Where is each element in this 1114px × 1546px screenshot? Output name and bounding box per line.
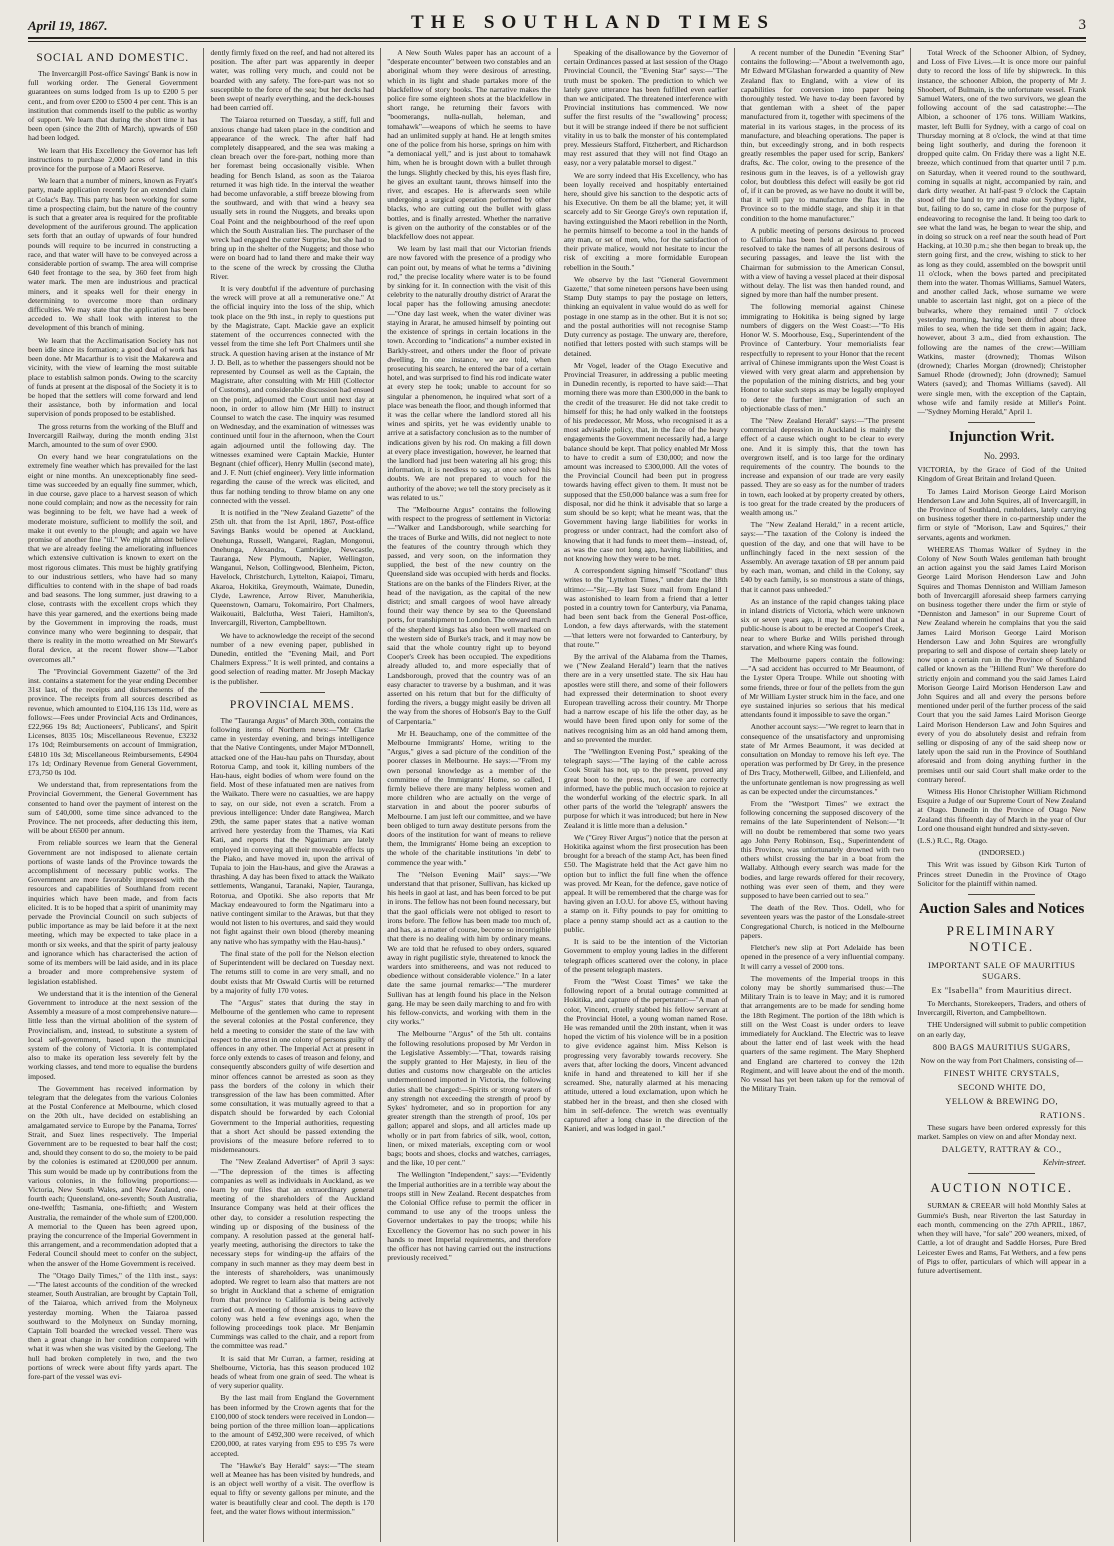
column-2 (203, 48, 380, 1542)
column-5 (734, 48, 911, 1542)
shipwreck-article: Total Wreck of the Schooner Albion, of Sydney, and Loss of Five Lives.—It is once more our painful duty to record the loss of life by shipwreck. In this instance, the schooner Albion, the property of Mr J. Shoobert, of Bulmain, is the unfortunate vessel. Frank Samuel Waters, one of the two survivors, we glean the following account of the sad catastrophe:—The Albion, a schooner of 176 tons. William Watkins, master, left Bulli for Sydney, with a cargo of coal on Thursday morning at 8 o'clock, the wind at that time being light southerly, and during the forenoon it dropped quite calm. On Friday there was a light N.E. breeze, which continued from that quarter until 7 p.m. on Saturday, when it veered round to the southward, coming in squalls at night, accompanied by rain, and dark dirty weather. At half-past 9 o'clock the Captain stood off the land to try and make out Sydney light, but, failing to do so, came in close for the purpose of endeavoring to recognise the land. It being too dark to see what the land was, he began to wear the ship, and in doing so struck on a reef near the south head of Port Hacking, at 10.30 p.m.; she then began to break up, the stern going first, and the crew, wishing to stick to her as long as they could, assembled on the bowsprit until 11 o'clock, when the bows parted and precipitated them into the water. Thomas Williams, Samuel Waters, and another called Jack, whose surname we were unable to ascertain last night, got on a piece of the bulwarks, where they remained until 7 o'clock yesterday morning, having been drifted about three miles to sea, when the tide set them in again; Jack, however, about 3 a.m., died from exhaustion. The following are the names of the crew:—William Watkins, master (drowned); Thomas Wilson (drowned); Charles Morgan (drowned); Christopher Samuel Rhode (drowned); John (drowned); Samuel Waters (saved); and Thomas Williams (saved). All were single men, with the exception of the Captain, whose wife and family reside at Miller's Point.—"Sydney Morning Herald," April 1. (917, 48, 1087, 416)
sale-note: These sugars have been ordered expressly for this market. Samples on view on and after Monday next. (917, 1123, 1087, 1142)
col4-paragraph: We are sorry indeed that His Excellency, who has been loyally received and hospitably entertained here, should give his sanction to the despotic acts of his Executive. On them be all the blame; yet, it will scarcely add to Sir George Grey's own reputation if, having extinguished the Maori rebellion in the North, he permits himself to become a tool in the hands of any man, or set of men, who, for the satisfaction of their private malice, would not hesitate to incur the risk of exciting a more formidable European rebellion in the South." (563, 170, 728, 272)
col1-paragraph: We learn that the Acclimatisation Society has not been idle since its formation; a good deal of work has been done. Mr Macarthur is to visit the Makarewa and vicinity, with the view of learning the most suitable place to establish salmon ponds. Owing to the scarcity of funds at present at the disposal of the Society it is to be hoped that the settlers will come forward and lend their assistance, both by information and local supervision of ponds proposed to be established. (28, 335, 198, 419)
masthead-rule (28, 41, 1086, 42)
sale-item: FINEST WHITE CRYSTALS, (943, 1068, 1060, 1079)
divider (968, 422, 1035, 423)
col4-paragraph: We observe by the last "General Government Gazette," that some nineteen persons have been using Stamp Duty stamps to pay the postage on letters, thinking an equivalent in value would do as well for postage in one stamp as in the other. But it is not so; and the postal authorities will not recognise Stamp Duty currency as postage. The unwary are, therefore, notified that letters posted with such stamps will be detained. (563, 274, 728, 358)
auction-sales-heading: Auction Sales and Notices (918, 901, 1085, 918)
col3-paragraph: The Wellington "Independent," says:—"Evidently the Imperial authorities are in a terrible way about the troops still in New Zealand. Recent despatches from the Colonial Office refuse to permit the officer in command to use any of the troops unless the Governor undertakes to pay the troops; while his Excellency the Governor has no such power in his hands to meet Imperial requirements, and therefore the officer has not having carried out the instructions previously received." (387, 1170, 551, 1263)
sale-intro: THE Undersigned will submit to public competition on an early day, (917, 1020, 1087, 1039)
col4-paragraph: It is said to be the intention of the Victorian Government to employ young ladies in the different telegraph offices scattered over the colony, in place of the present telegraph masters. (563, 937, 728, 974)
col5-paragraph: A public meeting of persons desirous to proceed to California has been held at Auckland. It was resolved to take the names of all persons desirous of securing passages, and leave the list with the Chairman for submission to the American Consul, with a view of having a vessel placed at their disposal without delay. The list was then handed round, and signed by more than half the number present. (740, 225, 905, 300)
auction-notice-text: SURMAN & CREEAR will hold Monthly Sales at Gummie's Bush, near Riverton the last Saturday in each month, commencing on the 27th APRIL, 1867, when they will have, "for sale" 200 weaners, mixed, of Cattle, a lot of draught and Saddle Horses, Pure Bred Leicester Ewes and Rams, Fat Wethers, and a few pens of Pigs to offer, particulars of which will appear in a future advertisement. (917, 1201, 1087, 1275)
col1-paragraph: We understand that it is the intention of the General Government to introduce at the next session of the Assembly a measure of a most comprehensive nature—little less than the virtual abolition of the system of Provincialism, and, instead, to substitute a system of local self-government, based upon the municipal system of the colony of Victoria. It is contemplated also to make its operation less severely felt by the working classes, and tend more to equalise the burdens imposed. (28, 988, 198, 1081)
writ-paragraph: VICTORIA, by the Grace of God of the United Kingdom of Great Britain and Ireland Queen. (917, 465, 1087, 484)
col3-paragraph: A New South Wales paper has an account of a "desperate encounter" between two constables and an aboriginal whom they were desirous of arresting, which in its light and shade partakes more of the blackfellow of story books. The narrative makes the police fire some eighteen shots at the blackfellow in short range, he returning their favors with "boomerangs, nulla-nullah, heleman, and tomahawk"—weapons of which he seems to have had an unlimited supply at hand. He at length smites one of the police from his horse, springs on him with "a demoniacal yell," and is just about to tomahawk him, when he is brought down with a bullet through the lungs. Slightly checked by this, his eyes flash fire, he gives an exultant taunt, throws himself into the river, and escapes. He is afterwards seen while undergoing a surgical operation performed by other blacks, who are cutting out the bullet with glass bottles, and is finally arrested. Whether the narrative is given on the authority of the constables or of the blackfellow does not appear. (387, 48, 551, 242)
sale-title: IMPORTANT SALE OF MAURITIUS SUGARS. (927, 960, 1076, 982)
col1-paragraph: The "Otago Daily Times," of the 11th inst., says:—"The latest accounts of the condition of the wrecked steamer, South Australian, are brought by Captain Toll, of the Taiaroa, which arrived from the Molyneux yesterday morning. When the Taiaroa passed southward to the Molyneux on Sunday morning, Captain Toll boarded the wrecked vessel. There was then a great change in her condition compared with what it was when she was visited by the Geelong. The hull had broken completely in two, and the two portions of wreck were about fifty yards apart. The fore-part of the vessel was evi- (28, 1270, 198, 1382)
section-heading-social: SOCIAL AND DOMESTIC. (36, 52, 190, 64)
injunction-writ-heading: Injunction Writ. (949, 429, 1055, 446)
col2-paragraph: The Taiaroa returned on Tuesday, a stiff, full and anxious change had taken place in the condition and appearance of the wreck. The after half had completely disappeared, and the sea was making a clean breach over the fore-part, nothing more than her foremast being occasionally visible. When heading for Bench Island, as soon as the Taiaroa returned it was high tide. In the interval the weather had become unfavorable, a stiff breeze blowing from the southward, and with that wind a heavy sea usually sets in round the Nuggets, and breaks upon Coal Point and the neighbourhood of the reef upon which the South Australian lies. The purchaser of the wreck had engaged the cutter Surprise, but she had to bring up in the shelter of the Nuggets; and those who were on board had to land there and make their way to the scene of the wreck by crossing the Clutha River. (210, 115, 375, 281)
col5-paragraph: The movements of the Imperial troops in this colony may be shortly summarised thus:—The Military Train is to leave in May; and it is rumored that arrangements are to be made for sending home the 18th Regiment. The portion of the 18th which is still on the West Coast is under orders to leave immediately for Auckland. The Electric was to leave about the latter end of last week with the head quarters of the same regiment. The Mary Shepherd and England are chartered to convey the 12th Regiment, and will leave about the end of the month. No vessel has yet been taken up for the removal of the Military Train. (740, 973, 905, 1094)
col5-paragraph: Fletcher's new slip at Port Adelaide has been opened in the presence of a very influential company. It will carry a vessel of 2000 tons. (740, 943, 905, 971)
col1-article-list (28, 69, 197, 1381)
col2-paragraph: It is said that Mr Curran, a farmer, residing at Shelbourne, Victoria, has this season produced 102 heads of wheat from one grain of seed. The wheat is of very superior quality. (210, 1353, 375, 1391)
col4-paragraph: By the arrival of the Alabama from the Thames, we ("New Zealand Herald") learn that the natives there are in a very unsettled state. The six Hau hau apostles were still there, and some of their followers had expressed their determination to shoot every European travelling across their country. Mr Thorpe had a narrow escape of his life the other day, as he would have been fired upon only for some of the natives recognising him as an old hand among them, and so prevented the murder. (563, 652, 728, 744)
col1-paragraph: We understand that, from representations from the Provincial Government, the General Government has consented to hand over the payment of interest on the sum of £40,000, some time since advanced to the Province. The net proceeds, after deducting this item, will be about £6500 per annum. (28, 780, 198, 836)
col3-paragraph: Mr H. Beauchamp, one of the committee of the Melbourne Immigrants' Home, writing to the "Argus," gives a sad picture of the condition of the poorer classes in Melbourne. He says:—"From my own personal knowledge as a member of the committee of the Immigrants' Home, so called, I firmly believe there are many helpless women and more children who are actually on the verge of starvation in and about the poorer suburbs of Melbourne. I am just left our committee, and we have been obliged to turn away destitute persons from the doors of the institution for want of means to relieve them, the Immigrants' Home being an exception to the whole of the charitable institutions 'in debt' to commence the year with." (387, 728, 551, 867)
col3-paragraph: The Melbourne "Argus" of the 5th ult. contains the following resolutions proposed by Mr Verdon in the Legislative Assembly:—"That, towards raising the supply granted to Her Majesty, in lieu of the duties and customs now chargeable on the articles undermentioned imported in Victoria, the following duties shall be charged:—Spirits or strong waters of any strength not exceeding the strength of proof by Sykes' hydrometer, and so in proportion for any greater strength than the strength of proof, 10s per gallon; apparel and slops, and all articles made up wholly or in part from fabrics of silk, wool, cotton, linen, or mixed materials, excepting corn or wool bags; boots and shoes, clocks and watches, carriages, and the like, 10 per cent." (387, 1029, 551, 1168)
preliminary-notice-heading: PRELIMINARY NOTICE. (946, 923, 1057, 955)
sale-item: SECOND WHITE DO, (957, 1082, 1046, 1093)
divider (968, 1173, 1035, 1174)
column-4 (557, 48, 734, 1542)
auction-notice-heading: AUCTION NOTICE. (930, 1180, 1074, 1196)
divider (260, 692, 325, 693)
col2-paragraph: The final state of the poll for the Nelson election of Superintendent will be declared on Tuesday next. The returns still to come in are very small, and no doubt exists that Mr Oswald Curtis will be returned by a majority of fully 170 votes. (210, 948, 375, 995)
columns (28, 48, 1086, 1542)
masthead (28, 0, 1086, 39)
col4-paragraph: The "Wellington Evening Post," speaking of the telegraph says:—"The laying of the cable across Cook Strait has not, up to the present, proved any great boon to the press, nor, if we are correctly informed, have the public much occasion to rejoice at the wonderful working of the electric spark. In all other parts of the world the 'telegraph' answers the purpose for which it was introduced; but here in New Zealand it is little more than a delusion." (563, 747, 728, 830)
col2-paragraph: The "Hawke's Bay Herald" says:—"The steam well at Meanee has has been visited by hundreds, and is an object well worthy of a visit. The overflow is equal to fifty or seventy gallons per minute, and the water is beautifully clear and cool. The depth is 170 feet, and the water flows without intermission." (210, 1460, 375, 1516)
col2-paragraph: It is very doubtful if the adventure of purchasing the wreck will prove at all a remunerative one." At the official inquiry into the loss of the ship, which took place on the 9th inst., in reply to questions put by the Magistrate, Capt. Mackie gave an explicit statement of the occurrences connected with the vessel from the time she left Port Chalmers until she struck. A question having arisen at the instance of Mr J. D. Bell, as to whether the passengers should not be represented by Counsel as well as the Captain, the Magistrate, after consulting with Mr Hill (Collector of Customs), and considerable discussion had ensued on the point, adjourned the Court until next day at noon, in order to allow him (Mr Hill) to instruct Counsel to watch the case. The inquiry was resumed on Wednesday, and the examination of witnesses was continued until four in the afternoon, when the Court again adjourned until the following day. The witnesses examined were Captain Mackie, Hunter Begnant (chief officer), Henry Mullin (second mate), and J. F. Nutt (chief engineer). Very little information regarding the cause of the wreck was elicited, and thus far nothing tending to throw blame on any one connected with the vessel. (210, 284, 375, 505)
column-3 (380, 48, 557, 1542)
col1-paragraph: The gross returns from the working of the Bluff and Invercargill Railway, during the month ending 31st March, amounted to the sum of over £900. (28, 421, 198, 449)
court-seal-text: (L.S.) R.C., Rg. Otago. (917, 836, 988, 846)
page-number: 3 (1078, 17, 1086, 33)
writ-paragraph: Witness His Honor Christopher William Richmond Esquire a Judge of our Supreme Court of New Zealand at Otago. Dunedin in the Province of Otago New Zealand this fifteenth day of March in the year of Our Lord one thousand eight hundred and sixty-seven. (917, 787, 1087, 833)
divider (968, 894, 1035, 895)
col1-paragraph: The "Provincial Government Gazette" of the 3rd inst. contains a statement for the year ending December 31st last, of the receipts and disbursements of the province. The receipts from all sources described as revenue, which amounted to £104,116 13s 11d, were as follows:—Fees under Provincial Acts and Ordinances, £22,966 19s 8d; Auctioneers', Publicans', and Spirit Licenses, 8035 10s; Miscellaneous Revenue, £3232 17s 10d; Reimbursements on account of Immigration, £4810 10s 3d; Miscellaneous Reimbursements, £4904 17s 1d; Ordinary Revenue from General Government, £73,750 0s 10d. (28, 666, 198, 778)
col1-paragraph: We learn that a number of miners, known as Fryatt's party, made application recently for an extended claim at Colac's Bay. This party has been working for some time a prospecting claim, but the nature of the country is such that a greater area is required for the profitable development of the auriferous ground. The application sets forth that an outlay of upwards of four hundred pounds will require to be incurred in constructing a race, and that water will have to be conveyed across a considerable portion of swamp. The area will comprise 640 feet frontage to the sea, by 360 feet from high water mark. The men are industrious and practical miners, and it speaks well for their energy in determining to overcome more than ordinary difficulties. We may state that the application has been acceded to. We shall look with interest to the development of this branch of mining. (28, 176, 198, 333)
col5-paragraph: The "New Zealand Herald," in a recent article, says:—"The taxation of the Colony is indeed the question of the day, and one that will have to be unflinchingly faced in the next session of the Assembly. An average taxation of £8 per annum paid by each man, woman, and child in the Colony, say £40 by each family, is so monstrous a state of things, that it cannot pass unheeded." (740, 520, 905, 594)
col2-paragraph: The "Argus" states that during the stay in Melbourne of the gentlemen who came to represent the several colonies at the Postal conference, they held a meeting to consider the state of the law with respect to the arrest in one colony of persons guilty of offences in any other. The Imperial Act at present in force only extends to cases of treason and felony, and consequently absconders guilty of wife desertion and minor offences cannot be arrested as soon as they pass the borders of the colony in which their transgression of the law has been committed. After some consultation, it was mutually agreed to that a dispatch should be forwarded by each Colonial Government to the Imperial authorities, requesting that a short Act should be passed extending the provisions of the measure before referred to to misdemeanours. (210, 997, 375, 1155)
sale-firm: DALGETY, RATTRAY & CO., (941, 1144, 1062, 1155)
col5-paragraph: A recent number of the Dunedin "Evening Star" contains the following:—"About a twelvemonth ago, Mr Edward M'Glashan forwarded a quantity of New Zealand flax to England, with a view of its capabilities for conversion into paper being thoroughly tested. We have to-day been favored by that gentleman with a sheet of the paper manufactured from it, together with specimens of the material in its various stages, in the process of its manufacture, and bleaching operations. The paper is thin, but exceedingly strong, and in both respects greatly resembles the paper used for scrip, Bankers' drafts, &c. The color, owing to the presence of the resinous gum in the leaves, is of a yellowish gray color, but doubtless this defect will easily be got rid of, if it can be proved, as we have no doubt it will be, that it will pay to manufacture the flax in the Province so to the middle stage, and ship it in that condition to the home manufacturer." (740, 48, 905, 223)
sale-item: RATIONS. (1039, 1110, 1087, 1121)
column-1 (28, 48, 203, 1542)
col5-paragraph: The "New Zealand Herald" says:—"The present commercial depression in Auckland is mainly the effect of a cause which ought to be clear to every one. And it is simply this, that the town has overgrown itself, and is too large for the ordinary requirements of the country. The bounds to the increase and expansion of our trade are very easily passed. They are so easy as for the number of traders in town, each looked at by property created by others, is too great for the trade created by the producers of wealth among us." (740, 415, 905, 517)
newspaper-title: THE SOUTHLAND TIMES (411, 12, 775, 33)
issue-date: April 19, 1867. (28, 18, 108, 33)
col3-paragraph: We learn by last mail that our Victorian friends are now favored with the presence of a prodigy who can point out, by means of what he terms a "divining rod," the precise locality where water is to be found by sinking for it. In connection with the visit of this celebrity to the naturally drouthy district of Ararat the local paper has the following amusing anecdote:—"One day last week, when the water diviner was staying in Ararat, he amused himself by pointing out the existence of springs in certain locations in the town. According to "indications" a number existed in Barkly-street, and others under the floor of private dwelling. In one instance, we are told, when prosecuting his search, he entered the bar of a certain hotel, and was surprised to find his rod indicate water at every step he took; unable to account for so singular a phenomenon, he inquired what sort of a place was beneath the floor, and though informed that it was the cellar where the landlord stored all his wines and spirits, yet he was evidently unable to arrive at a satisfactory conclusion as to the number of indications given by his rod. On making a fill down at every place investigation, however, he learned that the landlord had just been watering all his grog; this information, it is needless to say, at once solved his doubts. We are not prepared to vouch for the authority of the above; we tell the story precisely as it was related to us." (387, 244, 551, 502)
col1-paragraph: The Invercargill Post-office Savings' Bank is now in full working order. The General Government guarantees on sums lodged from 1s up to £200 5 per cent., and from over £200 to £500 4 per cent. This is an institution that commends itself to the public as worthy of support. We learn that during the short time it has been open (since the 20th of March), upwards of £60 had been lodged. (28, 69, 198, 143)
col3-paragraph: The "Melbourne Argus" contains the following with respect to the progress of settlement in Victoria:—"Walker and Landsborough, while searching for the traces of Burke and Wills, did not neglect to note the features of the country through which they passed, and very soon, on the information they supplied, the best of the new country on the Queensland side was occupied with herds and flocks. Stations are on the banks of the Flinders River, at the head of the navigation, as the capital of the new district; and small cargoes of wool have already found their way thence by sea to the Queensland ports, for transhipment to London. The onward march of the shepherd kings has also been well marked on the western side of Burke's track, and it may now be said that the whole country right up to beyond Cooper's Creek has been occupied. The expeditions already alluded to, and more especially that of Landsborough, proved that the country was of an easy character to traverse by a bushman, and it was asserted on his return that but for the difficulty of fording the rivers, a buggy might easily be driven all the way from the shores of Hobson's Bay to the Gulf of Carpentaria." (387, 504, 551, 726)
col5-paragraph: The Melbourne papers contain the following:—"A sad accident has occurred to Mr Beaumont, of the Lyster Opera Troupe. While out shooting with some friends, three or four of the pellets from the gun of Mr William Lyster struck him in the face, and one eye sustained injuries so serious that his medical attendants found it impossible to save the organ." (740, 655, 905, 720)
endorsed-label: (INDORSED.) (979, 848, 1025, 858)
col5-paragraph: As an instance of the rapid changes taking place in inland districts of Victoria, which were unknown six or seven years ago, it may be mentioned that a public-house is about to be erected at Cooper's Creek, near to where Burke and Wills perished through starvation, and where King was found. (740, 596, 905, 652)
col2-paragraph: By the last mail from England the Government has been informed by the Crown agents that for the £100,000 of stock tenders were received in London—being portion of the three million loan—applications to the amount of £492,300 were received, of which £200,000, at rates varying from £95 to £95 7s were accepted. (210, 1393, 375, 1458)
col1-paragraph: From reliable sources we learn that the General Government are not indisposed to alienate certain portions of waste lands of the Province towards the accomplishment of necessary public works. The Government are more favorably impressed with the resources and capabilities of Southland from recent inquiries which have been made, and from facts elicited. It is to be hoped that a spirit of unanimity may pervade the Provincial Council on such subjects of public importance as may be laid before it at the next meeting, which may be expected to take place in a month or six weeks, and that the spirit of party jealousy and ignorance which has characterised the action of some of its members will be laid aside, and in its place a broader and more comprehensive system of legislation established. (28, 838, 198, 986)
sale-ex: Ex "Isabella" from Mauritius direct. (931, 985, 1072, 996)
sale-street: Kelvin-street. (1042, 1158, 1087, 1168)
section-heading-provincial: PROVINCIAL MEMS. (229, 698, 355, 711)
writ-number: No. 2993. (983, 451, 1020, 462)
col2-paragraph: The "Tauranga Argus" of March 30th, contains the following items of Northern news:—"Mr Clarke came in yesterday evening, and brings intelligence that the Native Contingents, under Major M'Donnell, attacked one of the Hau-hau pahs on Thursday, about Rotorua Camp, and took it, killing numbers of the Hau-haus, eight bodies of whom were found on the field. Most of these infatuated men are natives from the Waikato. There were no casualties, we are happy to say, on our side, not even a scratch. From a previous intelligence: Under date Rangiwea, March 29th, the same paper states that a native woman arrived here yesterday from the Thames, via Kati Kati, and reports that the Ngatimaru are lately employed in conveying all their moveable effects up the Piako, and have moved in, upon the arrival of Tupaia to join the Hau-haus, and give the Arawas a thrashing. A day has been fixed to attack the Waikato settlements, Wanganui, Taranaki, Napier, Tauranga, Rotorua, and Opotiki. She also reports that Mr Mackay endeavoured to form the Ngatimaru into a native contingent similar to the Arawas, but that they would not listen to his overtures, and said they would not fight against their own blood (thereby meaning any native who has sympathy with the Hau-haus)." (210, 715, 375, 946)
col2-paragraph: dently firmly fixed on the reef, and had not altered its position. The after part was apparently in deeper water, was rolling very much, and could not be boarded with any safety. The fore-part was not so susceptible to the force of the sea; but her decks had been swept of nearly everything, and the deck-houses had been carried off. (210, 48, 375, 113)
endorsed-text: This Writ was issued by Gibson Kirk Turton of Princes street Dunedin in the Province of Otago Solicitor for the plaintiff within named. (917, 860, 1087, 888)
col5-paragraph: Another account says:—"We regret to learn that in consequence of the unsatisfactory and unpromising state of Mr Armes Beaumont, it was decided at consultation on Monday to remove his left eye. The operation was performed by Dr Grey, in the presence of Drs Tracy, Motherwell, Gilbee, and Lilienfeld, and the unfortunate gentleman is now progressing as well as can be expected under the circumstances." (740, 722, 905, 796)
col2-paragraph: The "New Zealand Advertiser" of April 3 says:—"The depression of the times is affecting companies as well as individuals in Auckland, as we learn by our files that an extraordinary general meeting of the shareholders of the Auckland Insurance Company was held at their offices the other day, to consider a resolution respecting the winding up or disposing of the business of the company. A resolution passed at the general half-yearly meeting, authorising the directors to take the necessary steps for winding-up the affairs of the company in such manner as they may deem best in the interests of shareholders, was unanimously adopted. We regret to learn also that matters are not so bright in Auckland that a scheme of emigration from that province to California is being actively carried out. A meeting of those anxious to leave the colony was held a few evenings ago, when the following proceedings took place. Mr Benjamin Cummings was called to the chair, and a report from the committee was read." (210, 1157, 375, 1351)
writ-paragraph: To James Laird Morison George Laird Morison Henderson Law and John Squires, all of Invercargill, in the Province of Southland, runholders, lately carrying on business together there in co-partnership under the firm or style of "Morison, Law and Squires," their servants, agents and workmen. (917, 486, 1087, 542)
column-6 (910, 48, 1086, 1542)
sale-quantity: 800 BAGS MAURITIUS SUGARS, (932, 1041, 1071, 1052)
col1-paragraph: On every hand we hear congratulations on the extremely fine weather which has prevailed for the last eight or nine months. An unexceptionably fine seed-time was succeeded by an equally fine summer, which, in due course, gave place to a harvest season of which none could complain; and now as the necessity for rain was beginning to be felt, we have had a week of moderate moisture, sufficient to mollify the soil, and make it out evenly to the plough; and again we have promise of another fine "til." We might almost believe that we are already feeling the ameliorating influences which extensive cultivation is known to exert on the most rigorous climates. This must be highly gratifying to our industrious settlers, who have had so many difficulties to contend with in the shape of bad roads and bad seasons. The long summer, just drawing to a close, contrasts with the excellent crops which they have this year garnered, and the exertions being made by the Government in improving the roads, must convince many who were beginning to despair, that there is reality in the motto wreathed on Mr Stewart's floral device, at the recent flower show—"Labor overcomes all." (28, 452, 198, 664)
col5-paragraph: The following memorial against Chinese immigrating to Hokitika is being signed by large numbers of diggers on the West Coast:—"To His Honor W. S. Moorhouse, Esq., Superintendent of the Province of Canterbury. Your memorialists fear respectfully to represent to your Honor that the recent arrival of Chinese immigrants upon the West Coast is viewed with very great alarm and apprehension by the population of the mining districts, and beg your Honor to take such steps as may be legally employed to deter the further immigration of such an objectionable class of men." (740, 302, 905, 413)
col4-paragraph: Mr Vogel, leader of the Otago Executive and Provincial Treasurer, in addressing a public meeting in Dunedin recently, is reported to have said:—That morning there was more than £300,000 in the bank to the credit of the treasurer. He did not take credit to himself for this; he had only walked in the footsteps of his predecessor, Mr Moss, who recognised it as a most advisable policy, that, in the face of the heavy engagements the Government necessarily had, a large balance should be kept. That policy enabled Mr Moss to have to credit a sum of £30,000; and now the amount was increased to £300,000. All the votes of the Provincial Council had been put in progress towards having effect given to them. It must not be supposed that the £50,000 balance was a sum free for disposal, nor did he think it advisable that so large a sum should be so kept; what he meant was, that the Government having large liabilities for works in progress or under contract, had the comfort also of knowing that it had funds to meet them—instead, of, as was the case not long ago, having liabilities, and not knowing how they were to be met. (563, 360, 728, 563)
sale-item: YELLOW & BREWING DO, (945, 1096, 1059, 1107)
col5-paragraph: From the "Westport Times" we extract the following concerning the supposed discovery of the remains of the late Superintendent of Nelson:—"It will no doubt be remembered that some two years ago John Perry Robinson, Esq., Superintendent of this Province, was unfortunately drowned with two others whilst crossing the bar in a boat from the Wallaby. Although every search was made for the bodies, and large rewards offered for their recovery, nothing was ever seen of them, and they were supposed to have been carried out to sea." (740, 799, 905, 901)
sale-now: Now on the way from Port Chalmers, consisting of— (920, 1055, 1083, 1065)
col4-paragraph: A correspondent signing himself "Scotland" thus writes to the "Lyttelton Times," under date the 18th ultimo:—"Sir,—By last Suez mail from England I was astonished to learn from a friend that a letter posted in a country town for Canterbury, via Panama, had been sent back from the General Post-office, London, a few days afterwards, with the statement—'that letters were not forwarded to Canterbury, by that route.'" (563, 566, 728, 649)
col1-paragraph: The Government has received information by telegram that the delegates from the various Colonies at the Postal Conference at Melbourne, which closed on the 20th ult., have decided on establishing an amalgamated service to Europe by the Panama, Torres' Strait, and Suez lines respectively. The Imperial Government are to be requested to bear half the cost; and, should they consent to do so, the moiety to be paid by the colonies is estimated at £200,000 per annum. This sum would be made up by contributions from the various colonies, in the following proportions:—Victoria, New South Wales, and New Zealand, one-fourth each; Queensland, one-seventh; South Australia, one-twelfth; Tasmania, one-fiftieth; and Western Australia, the remainder of the whole sum of £200,000. A memorial to the Queen has been agreed upon, praying the concurrence of the Imperial Government in this arrangement, and a recommendation adopted that a Federal Council should meet to confer on the subject, when the answer of the Home Government is received. (28, 1083, 198, 1268)
col4-paragraph: We ("Grey River Argus") notice that the person at Hokitika against whom the first prosecution has been brought for a breach of the stamp Act, has been fined £50. The Magistrate held that the Act gave him no option but to inflict the full fine when the offence was proved. Mr Kean, for the defence, gave notice of appeal. It will be remembered that the charge was for having given an I.O.U. for above £5, without having a stamp on it. Fifty pounds to pay for omitting to place a penny stamp should act as a caution to the public. (563, 832, 728, 934)
sale-to: To Merchants, Storekeepers, Traders, and others of Invercargill, Riverton, and Campbelltown. (917, 999, 1087, 1018)
col2-paragraph: It is notified in the "New Zealand Gazette" of the 25th ult. that from the 1st April, 1867, Post-office Savings Banks would be opened at Auckland, Onehunga, Russell, Wangarei, Raglan, Mongonui, Onehunga, Alexandra, Cambridge, Newcastle, Tauranga, New Plymouth, Napier, Wellington, Wanganui, Nelson, Collingwood, Blenheim, Picton, Havelock, Christchurch, Lyttelton, Kaiapoi, Timaru, Akaroa, Hokitika, Greymouth, Waimate, Dunedin, Clyde, Lawrence, Arrow River, Manuherikia, Queenstown, Oamaru, Tokomairiro, Port Chalmers, Waikouaiti, Balclutha, West Taieri, Hamilton's, Invercargill, Riverton, Campbelltown. (210, 507, 375, 628)
col4-paragraph: From the "West Coast Times" we take the following report of a brutal outrage committed at Hokitika, and capture of the perpetrator:—"A man of color, Vincent, cruelly stabbed his fellow servant at the Provincial Hotel, a young woman named Rose. He was remanded until the 20th instant, when it was hoped the victim of his violence will be in a position to give evidence against him. Miss Kelson is progressing very favorably towards recovery. She avers that, after locking the doors, Vincent advanced knife in hand and threatened to kill her if she screamed. She, naturally alarmed at his menacing attitude, uttered a loud exclamation, upon which he stabbed her in the breast, and then she closed with him in self-defence. The wretch was eventually captured after a long chase in the direction of the Kanieri, and was lodged in gaol." (563, 976, 728, 1134)
col5-paragraph: The death of the Rev. Thos. Odell, who for seventeen years was the pastor of the Lonsdale-street Congregational Church, is noticed in the Melbourne papers. (740, 903, 905, 940)
writ-paragraph: WHEREAS Thomas Walker of Sydney in the Colony of New South Wales gentleman hath brought an action against you the said James Laird Morison George Laird Morison Henderson Law and John Squires and Thomas Denniston and William Jameson both of Invercargill aforesaid sheep farmers carrying on business together there under the firm or style of "Denniston and Jameson" in our Supreme Court of New Zealand wherein he complains that you the said James Laird Morison George Laird Morison Henderson Law and John Squires are wrongfully preparing to sell and dispose of certain sheep lately or now upon a certain run in the Province of Southland called or known as the "Hillend Run" We therefore do strictly enjoin and command you the said James Laird Morison George Laird Morison Henderson Law and John Squires and all and every the persons before mentioned under peril of the further process of the said Court that you the said James Laird Morison George Laird Morison Henderson Law and John Squires and every of you do absolutely desist and refrain from selling or disposing of any of the said sheep now or lately upon the said run in the Province of Southland aforesaid and from doing anything further in the premises until our said Court shall make order to the contrary hereof. (917, 544, 1087, 784)
col1-paragraph: We learn that His Excellency the Governor has left instructions to purchase 2,000 acres of land in this province for the purpose of a Maori Reserve. (28, 145, 198, 174)
col2-paragraph: We have to acknowledge the receipt of the second number of a new evening paper, published in Dunedin, entitled the "Evening Mail, and Port Chalmers Express." It is well printed, and contains a good selection of reading matter. Mr Joseph Mackay is the publisher. (210, 630, 375, 686)
col4-paragraph: Speaking of the disallowance by the Governor of certain Ordinances passed at last session of the Otago Provincial Council, the "Evening Star" says:—"The truth must be spoken. The prediction to which we lately gave utterance has been fulfilled even earlier than we anticipated. The threatened interference with Provincial institutions has commenced. We now suffer the first results of the "swallowing" process; but it will be strange indeed if there be not sufficient vitality in us to balk the monster of his contemplated prey. Messieurs Stafford, Fitzherbert, and Richardson may rest assured that they will not find Otago an easy, nor a very palatable morsel to digest." (563, 48, 728, 168)
col3-paragraph: The "Nelson Evening Mail" says:—"We understand that that prisoner, Sullivan, has kicked up his heels in gaol at last, and has been forced to be put in irons. The fellow has not been found necessary, but that the gaol officials were not obliged to resort to irons before. The fellow has been made too much of, and has, as a matter of course, become so incorrigible that there is no dealing with him by ordinary means. We are told that he refused to obey orders, squared away in right pugilistic style, threatened to knock the warders into smithereens, and was not reduced to obedience without considerable violence." In a later date the same journal remarks:—"The murderer Sullivan has at length found his place in the Nelson gang. He may be seen daily marching to and fro with his fellow-convicts, and working with them in the city works." (387, 869, 551, 1027)
